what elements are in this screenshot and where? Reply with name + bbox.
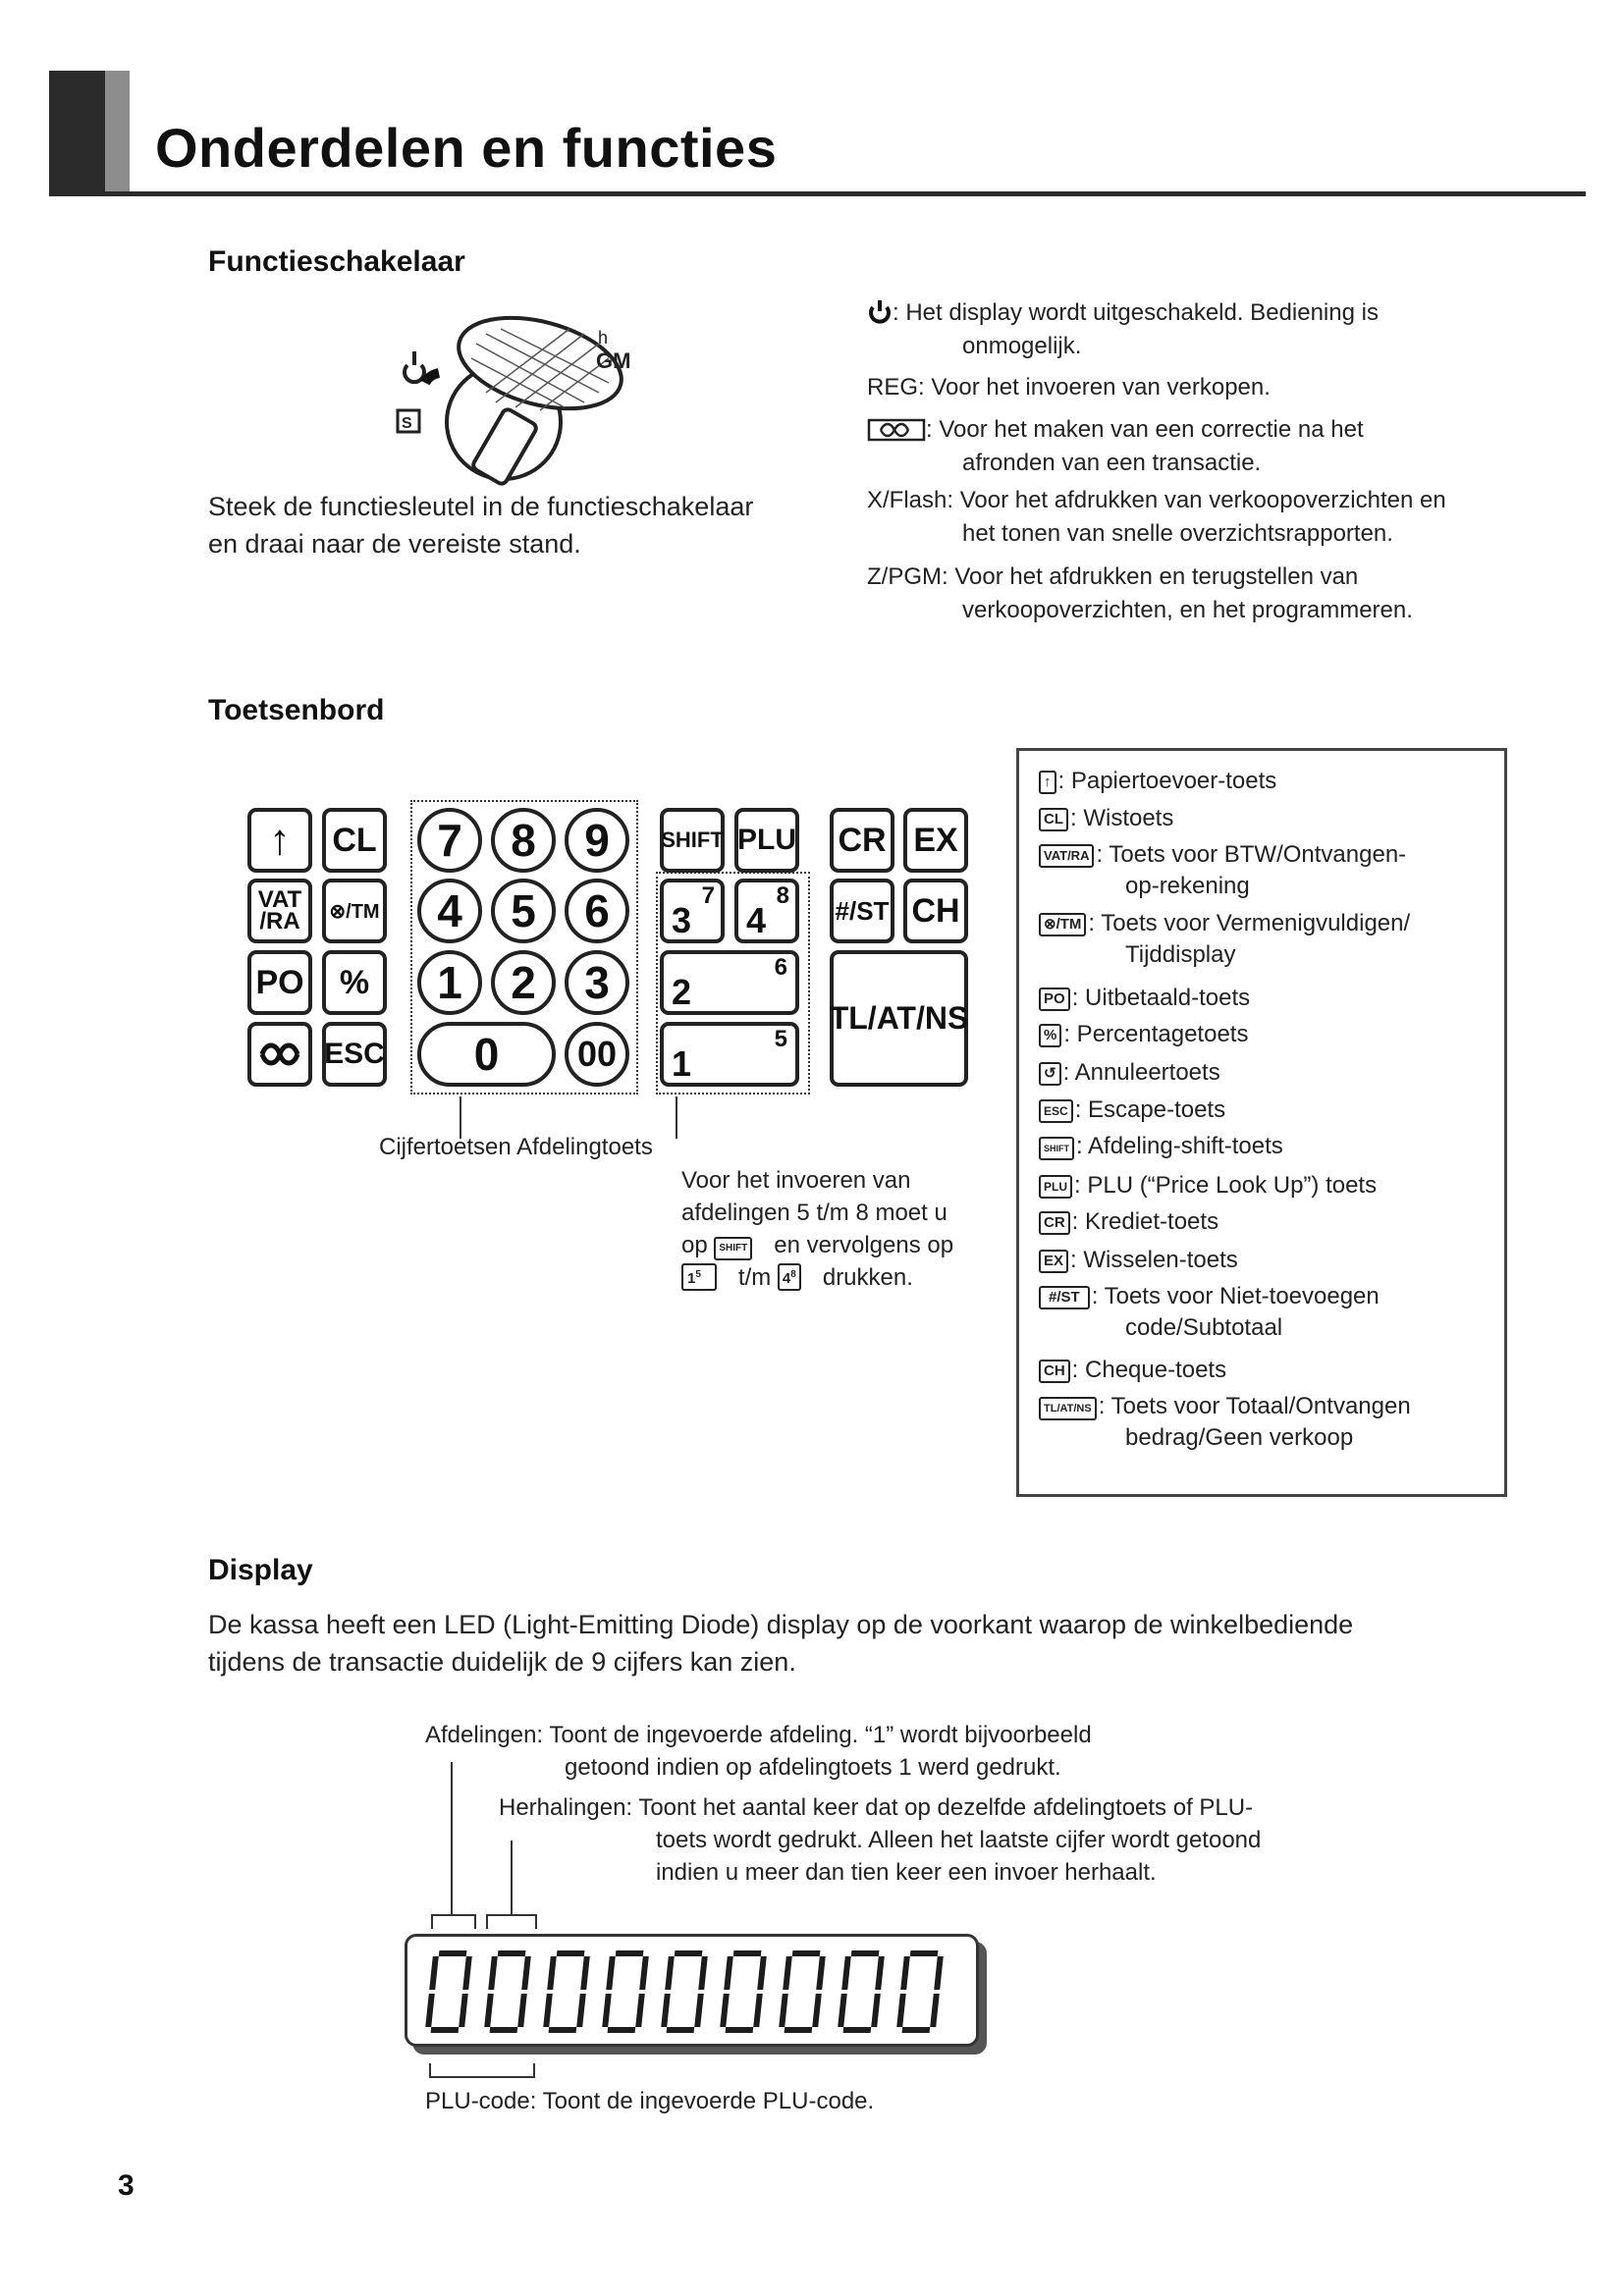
led-display [405,1934,979,2047]
led-digits-value [407,1937,408,1938]
position-off: : Het display wordt uitgeschakeld. Bediening is onmogelijk. [867,296,1535,363]
svg-text:h: h [598,328,609,347]
instruction-line: en draai naar de vereiste stand. [208,529,581,559]
led-segment [462,1956,472,1990]
led-digit [602,1950,650,2033]
percent-key-mini: % [1039,1024,1061,1047]
void-key-mini: ↺ [1039,1062,1061,1086]
led-digit [779,1950,827,2033]
cl-key-mini: CL [1039,808,1068,831]
percent-key[interactable]: % [322,950,387,1015]
led-segment [602,1994,612,2027]
feed-key-mini: ↑ [1039,771,1056,794]
cr-key-mini: CR [1039,1211,1070,1235]
ch-key[interactable]: CH [903,879,968,943]
led-segment [431,2027,460,2033]
function-switch-illustration [388,304,673,491]
led-segment [783,1956,792,1990]
led-segment [667,2027,695,2033]
switch-positions [867,296,1535,627]
led-digit [661,1950,709,2033]
po-key-mini: PO [1039,988,1070,1011]
vat-ra-key-mini: VAT/RA [1039,844,1094,868]
power-icon [867,298,893,326]
function-switch-heading: Functieschakelaar [208,245,465,278]
led-segment [488,1956,498,1990]
led-segment [608,2027,636,2033]
key-00[interactable]: 00 [565,1022,629,1087]
legend-item: ↑ : Papiertoevoer-toets [1039,766,1276,797]
led-segment [694,1994,704,2027]
plu-key[interactable]: PLU [734,808,799,873]
plu-key-mini: PLU [1039,1175,1072,1199]
page-title: Onderdelen en functies [155,117,778,179]
tm-key[interactable]: ⊗/TM [322,879,387,943]
led-segment [757,1956,767,1990]
tl-at-ns-key-mini: TL/AT/NS [1039,1397,1097,1420]
legend-item: PLU : PLU (“Price Look Up”) toets [1039,1170,1377,1201]
ex-key-mini: EX [1039,1250,1068,1273]
key-legend [1016,748,1507,1497]
display-heading: Display [208,1554,313,1586]
tm-key-mini: ⊗/TM [1039,913,1086,936]
shift-key-mini: SHIFT [714,1237,752,1260]
legend-item: ⊗/TM : Toets voor Vermenigvuldigen/ Tijddisplay [1039,908,1410,971]
led-segment [639,1956,649,1990]
void-key-icon [867,418,926,442]
led-segment [547,1956,557,1990]
led-segment [675,1950,703,1956]
cr-key[interactable]: CR [830,808,894,873]
key-3[interactable]: 3 [565,950,629,1015]
led-segment [543,1994,553,2027]
page-number: 3 [118,2169,135,2202]
dept-1-key-mini: $1^5$ [681,1263,717,1291]
legend-item: SHIFT : Afdeling-shift-toets [1039,1131,1283,1162]
key-2[interactable]: 2 [491,950,556,1015]
key-5[interactable]: 5 [491,879,556,943]
led-segment [606,1956,616,1990]
herhalingen-callout: Herhalingen: Toont het aantal keer dat op dezelfde afdelingtoets of PLU- toets wordt gedrukt. Alleen het laatste cijfer wordt getoond indien u meer dan tien keer een invoer herhaalt. [499,1794,1262,1886]
led-segment [871,1994,881,2027]
legend-item: ↺ : Annuleertoets [1039,1057,1220,1089]
led-segment [843,2027,872,2033]
led-segment [900,1956,910,1990]
st-key-mini: #/ST [1039,1286,1090,1309]
led-segment [733,1950,762,1956]
led-segment [726,2027,754,2033]
instruction-text [208,488,753,562]
svg-text:GM: GM [596,348,631,373]
led-segment [549,2027,577,2033]
position-correction: : Voor het maken van een correctie na het afronden van een transactie. [867,413,1535,480]
instruction-line: Steek de functiesleutel in de functieschakelaar [208,492,754,521]
display-description: De kassa heeft een LED (Light-Emitting Diode) display op de voorkant waarop de winkelbediende tijdens de transactie duidelijk de 9 cijfers kan zien. [208,1610,1354,1677]
led-digit [720,1950,768,2033]
plu-bracket [412,2061,550,2087]
po-key[interactable]: PO [247,950,312,1015]
led-digit [896,1950,945,2033]
header-rule [49,191,1586,196]
key-9[interactable]: 9 [565,808,629,873]
led-segment [557,1950,585,1956]
led-digit [484,1950,532,2033]
legend-item: PO : Uitbetaald-toets [1039,983,1250,1014]
esc-key[interactable]: ESC [322,1022,387,1087]
led-segment [521,1956,531,1990]
led-segment [580,1956,590,1990]
led-segment [698,1956,708,1990]
led-segment [753,1994,763,2027]
led-segment [779,1994,788,2027]
header-bar-gray [105,71,130,193]
key-8[interactable]: 8 [491,808,556,873]
led-segment [429,1956,439,1990]
legend-item: CH : Cheque-toets [1039,1355,1226,1386]
legend-item: VAT/RA : Toets voor BTW/Ontvangen- op-rekening [1039,839,1406,902]
led-segment [616,1950,644,1956]
led-segment [875,1956,885,1990]
shift-key-mini: SHIFT [1039,1137,1074,1160]
department-note: Voor het invoeren van afdelingen 5 t/m 8 moet u op SHIFT en vervolgens op $1^5$ t/m $4^8$ drukken. [681,1167,954,1291]
led-segment [792,1950,821,1956]
esc-key-mini: ESC [1039,1099,1073,1123]
legend-item: EX : Wisselen-toets [1039,1245,1238,1276]
legend-item: TL/AT/NS : Toets voor Totaal/Ontvangen bedrag/Geen verkoop [1039,1391,1411,1454]
led-segment [896,1994,906,2027]
led-segment [439,1950,467,1956]
dept-key-2-6[interactable]: 2 6 [660,950,799,1015]
st-key[interactable]: #/ST [830,879,894,943]
keyboard-heading: Toetsenbord [208,694,385,726]
leader-line [676,1096,677,1139]
led-segment [930,1994,940,2027]
tl-at-ns-key[interactable]: TL/AT/NS [830,950,968,1087]
feed-key[interactable]: ↑ [247,808,312,873]
position-reg: REG: Voor het invoeren van verkopen. [867,374,1271,400]
led-digit [838,1950,886,2033]
position-xflash: X/Flash: Voor het afdrukken van verkoopoverzichten en het tonen van snelle overzichtsrapporten. [867,487,1446,547]
led-segment [838,1994,847,2027]
dept-key-3-7[interactable]: 3 7 [660,879,725,943]
led-segment [498,1950,526,1956]
power-icon [405,351,424,382]
led-segment [816,1956,826,1990]
legend-item: ESC : Escape-toets [1039,1095,1225,1126]
legend-item: % : Percentagetoets [1039,1019,1248,1050]
legend-item: CR : Krediet-toets [1039,1206,1218,1238]
numeric-keys-label: Cijfertoetsen Afdelingtoets [379,1134,653,1160]
led-segment [812,1994,822,2027]
dept-key-4-8[interactable]: 4 8 [734,879,799,943]
key-1[interactable]: 1 [417,950,482,1015]
led-segment [665,1956,675,1990]
svg-text:S: S [402,415,412,432]
led-segment [785,2027,813,2033]
cl-key[interactable]: CL [322,808,387,873]
legend-item: CL : Wistoets [1039,803,1173,834]
led-segment [490,2027,518,2033]
led-segment [576,1994,586,2027]
position-zpgm: Z/PGM: Voor het afdrukken en terugstellen van verkoopoverzichten, en het programmeren. [867,563,1413,623]
vat-ra-key[interactable]: VAT /RA [247,879,312,943]
ex-key[interactable]: EX [903,808,968,873]
led-digit [425,1950,473,2033]
plu-code-callout: PLU-code: Toont de ingevoerde PLU-code. [425,2088,875,2114]
ch-key-mini: CH [1039,1360,1070,1383]
led-digit [543,1950,591,2033]
key-6[interactable]: 6 [565,879,629,943]
led-segment [720,1994,730,2027]
header-bar-dark [49,71,105,193]
void-key[interactable] [247,1022,312,1087]
led-segment [724,1956,733,1990]
led-segment [841,1956,851,1990]
key-4[interactable]: 4 [417,879,482,943]
led-segment [459,1994,468,2027]
led-segment [425,1994,435,2027]
dept-key-1-5[interactable]: 1 5 [660,1022,799,1087]
led-segment [484,1994,494,2027]
led-segment [851,1950,880,1956]
key-0[interactable]: 0 [417,1022,556,1087]
led-segment [902,2027,931,2033]
led-segment [661,1994,671,2027]
led-segment [934,1956,944,1990]
dept-4-key-mini: $4^8$ [778,1263,801,1291]
key-7[interactable]: 7 [417,808,482,873]
void-icon [256,1041,303,1068]
shift-key[interactable]: SHIFT [660,808,725,873]
led-digits [429,1950,964,2033]
led-segment [517,1994,527,2027]
led-segment [635,1994,645,2027]
legend-item: #/ST : Toets voor Niet-toevoegen code/Subtotaal [1039,1281,1380,1344]
led-segment [910,1950,939,1956]
afdelingen-callout: Afdelingen: Toont de ingevoerde afdeling. “1” wordt bijvoorbeeld getoond indien op afdelingtoets 1 werd gedrukt. [425,1722,1092,1781]
callout-brackets [412,1742,550,1939]
